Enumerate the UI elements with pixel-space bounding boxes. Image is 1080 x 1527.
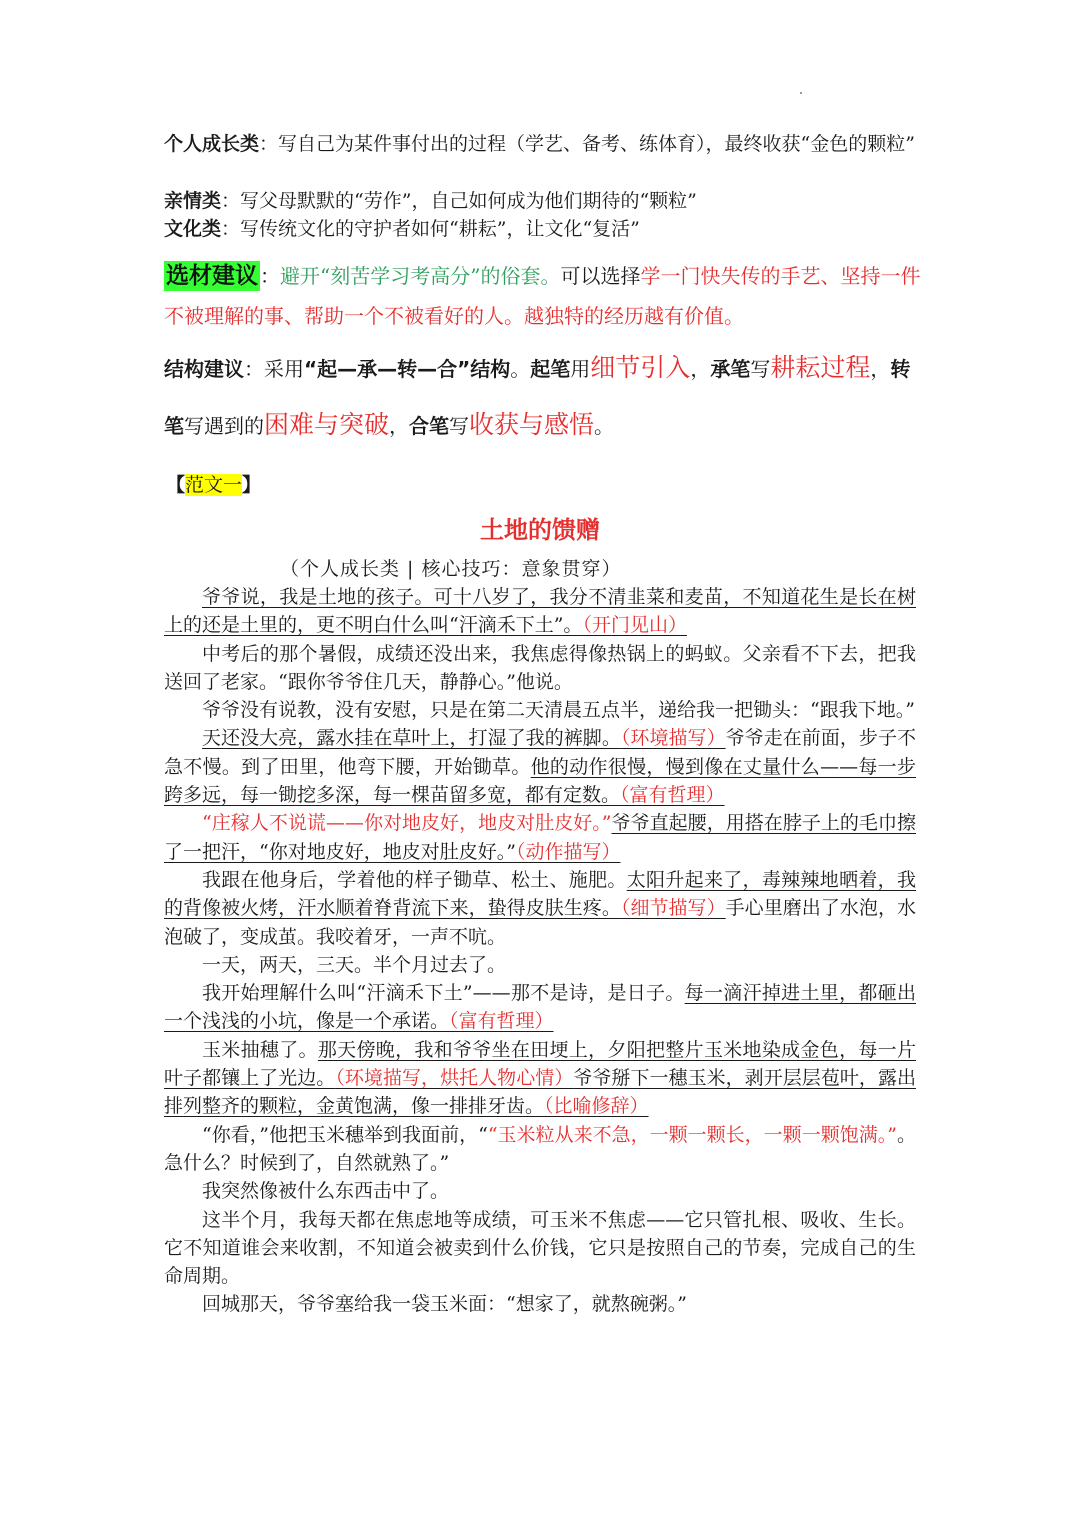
bracket-open: 【 [166, 474, 186, 496]
paragraph: 这半个月，我每天都在焦虑地等成绩，可玉米不焦虑——它只管扎根、吸收、生长。它不知道谁会来收割，不知道会被卖到什么价钱，它只是按照自己的节奏，完成自己的生命周期。 [164, 1208, 916, 1288]
structure-highlight: 收获与感悟 [469, 410, 595, 439]
selection-advice [164, 256, 924, 336]
structure-key: 转笔 [164, 357, 911, 438]
sentence: 他的动作很慢，慢到像在丈量什么——每一步跨多远，每一锄挖多深，每一棵苗留多宽，都有定数。 [164, 755, 916, 807]
structure-highlight: 耕耘过程 [770, 353, 871, 382]
paragraph [164, 583, 916, 640]
essay-tag [166, 470, 261, 497]
structure-text: ：采用 [244, 357, 304, 381]
paragraph [164, 1121, 916, 1178]
structure-text: 用 [570, 357, 591, 381]
structure-key: 合笔 [409, 414, 450, 438]
structure-text: ， [389, 414, 410, 438]
sentence: 每一滴汗掉进土里，都砸出一个浅浅的小坑，像是一个承诺。 [164, 982, 916, 1033]
annotation: （开门见山） [582, 614, 687, 637]
essay-tag-label: 范文一 [185, 474, 243, 496]
annotation: （细节描写） [620, 897, 726, 920]
selection-examples: 学一门快失传的手艺、坚持一件不被理解的事、帮助一个不被看好的人。越独特的经历越有价值。 [164, 264, 921, 328]
sentence: 爷爷说，我是土地的孩子。可十八岁了，我分不清韭菜和麦苗，不知道花生是长在树上的还是土里的，更不明白什么叫“汗滴禾下土”。 [164, 586, 916, 637]
selection-choose: 可以选择 [560, 264, 641, 288]
category-text: 写父母默默的“劳作”，自己如何成为他们期待的“颗粒” [240, 190, 697, 212]
underlined-text [202, 727, 726, 749]
sentence: “你看，”他把玉米穗举到我面前，“ [202, 1123, 488, 1146]
structure-highlight: 细节引入 [590, 353, 691, 382]
sentence: 爷爷走在前面，步子不急不慢。到了田里，他弯下腰，开始锄草。 [164, 727, 916, 778]
sentence: 那天傍晚，我和爷爷坐在田埂上，夕阳把整片玉米地染成金色，每一片叶子都镶上了光边。 [164, 1038, 916, 1090]
category-text: 写自己为某件事付出的过程（学艺、备考、练体育），最终收获“金色的颗粒” [278, 133, 915, 155]
category-culture: 文化类：写传统文化的守护者如何“耕耘”，让文化“复活” [164, 218, 640, 240]
selection-avoid: 避开“刻苦学习考高分”的俗套。 [280, 264, 561, 288]
structure-key: 起笔 [530, 357, 571, 381]
paragraph [164, 724, 916, 809]
structure-label: 结构建议 [164, 357, 244, 381]
category-label: 亲情类 [164, 190, 222, 212]
paragraph: 爷爷没有说教，没有安慰，只是在第二天清晨五点半，递给我一把锄头：“跟我下地。” [202, 699, 915, 722]
sentence: 太阳升起来了，毒辣辣地晒着，我的背像被火烤，汗水顺着脊背流下来，蛰得皮肤生疼。 [164, 868, 916, 920]
category-label: 个人成长类 [164, 133, 260, 155]
sentence: 天还没大亮，露水挂在草叶上，打湿了我的裤脚。 [202, 727, 621, 750]
category-family: 亲情类：写父母默默的“劳作”，自己如何成为他们期待的“颗粒” [164, 190, 697, 212]
paragraph: 回城那天，爷爷塞给我一袋玉米面：“想家了，就熬碗粥。” [202, 1293, 687, 1316]
essay-subtitle: （个人成长类 | 核心技巧：意象贯穿） [280, 558, 622, 580]
structure-advice [164, 340, 924, 454]
sentence: 我跟在他身后，学着他的样子锄草、松土、施肥。 [202, 868, 627, 891]
sentence: 爷爷掰下一穗玉米，剥开层层苞叶，露出排列整齐的颗粒，金黄饱满，像一排排牙齿。 [164, 1067, 916, 1118]
essay-body [164, 583, 916, 1319]
annotation: （富有哲理） [449, 1010, 554, 1033]
category-personal: 个人成长类：写自己为某件事付出的过程（学艺、备考、练体育），最终收获“金色的颗粒” [164, 133, 915, 155]
selection-label: 选材建议 [166, 263, 258, 289]
annotation: （动作描写） [515, 840, 621, 863]
quote: “玉米粒从来不急，一颗一颗长，一颗一颗饱满。” [487, 1123, 897, 1146]
structure-text: ， [690, 357, 711, 381]
paragraph: 中考后的那个暑假，成绩还没出来，我焦虑得像热锅上的蚂蚁。父亲看不下去，把我送回了老家。“跟你爷爷住几天，静静心。”他说。 [164, 642, 916, 693]
category-text: 写传统文化的守护者如何“耕耘”，让文化“复活” [240, 218, 640, 240]
quote: “庄稼人不说谎——你对地皮好，地皮对肚皮好。” [202, 812, 612, 835]
structure-text: 。 [510, 357, 531, 381]
bracket-close: 】 [242, 474, 262, 496]
stray-dot [800, 92, 802, 94]
sentence: 爷爷直起腰，用搭在脖子上的毛巾擦了一把汗，“你对地皮好，地皮对肚皮好。” [164, 812, 916, 863]
annotation: （环境描写） [620, 727, 726, 750]
sentence: 玉米抽穗了。 [202, 1038, 318, 1061]
structure-key: 承笔 [710, 357, 751, 381]
structure-text: 写遇到的 [184, 414, 264, 438]
paragraph: 我突然像被什么东西击中了。 [202, 1180, 450, 1203]
paragraph: 一天，两天，三天。半个月过去了。 [202, 953, 507, 976]
paragraph [164, 979, 916, 1036]
paragraph [164, 809, 916, 866]
selection-colon: ： [260, 264, 280, 288]
sentence: 我开始理解什么叫“汗滴禾下土”——那不是诗，是日子。 [202, 982, 685, 1005]
sentence: 手心里磨出了水泡，水泡破了，变成茧。我咬着牙，一声不吭。 [164, 897, 916, 948]
structure-text: 写 [750, 357, 771, 381]
structure-highlight: 困难与突破 [264, 410, 390, 439]
annotation: （比喻修辞） [544, 1095, 649, 1118]
annotation: （富有哲理） [620, 784, 725, 807]
structure-text: 。 [594, 414, 615, 438]
structure-text: 写 [449, 414, 470, 438]
structure-text: ， [870, 357, 891, 381]
essay-title: 土地的馈赠 [480, 516, 600, 544]
underlined-text [164, 586, 916, 636]
sentence: 。急什么？时候到了，自然就熟了。” [164, 1123, 916, 1174]
annotation: （环境描写，烘托人物心情） [335, 1067, 574, 1090]
paragraph [164, 1036, 916, 1121]
paragraph [164, 866, 916, 951]
category-label: 文化类 [164, 218, 222, 240]
structure-pattern: “起—承—转—合”结构 [304, 357, 511, 381]
